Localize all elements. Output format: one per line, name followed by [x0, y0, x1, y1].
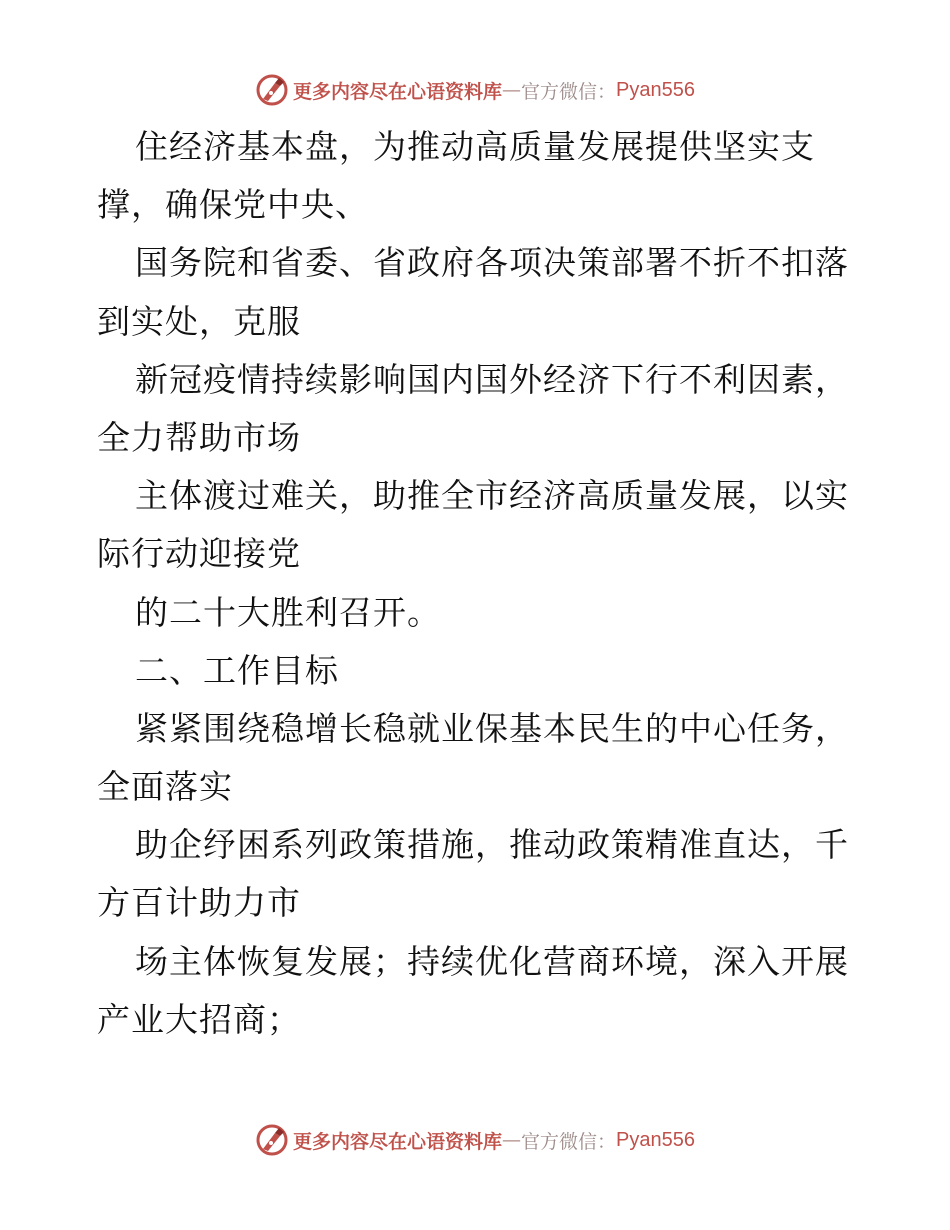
- body-line: 新冠疫情持续影响国内国外经济下行不利因素，: [135, 359, 849, 399]
- body-line: 紧紧围绕稳增长稳就业保基本民生的中心任务，: [135, 708, 849, 748]
- body-line: 助企纾困系列政策措施，推动政策精准直达，千: [135, 825, 849, 865]
- section-heading: 二、工作目标: [135, 650, 339, 690]
- footer-separator: —: [502, 1129, 522, 1151]
- header-site-text: 更多内容尽在心语资料库: [293, 80, 503, 103]
- footer-wechat-id: Pyan556: [616, 1128, 695, 1151]
- footer-wechat-label: 官方微信：: [521, 1130, 617, 1153]
- pen-nib-logo-icon: [255, 73, 289, 107]
- header-wechat-id: Pyan556: [616, 78, 695, 101]
- body-line: 方百计助力市: [97, 883, 301, 923]
- pen-nib-logo-icon: [255, 1123, 289, 1157]
- body-line: 场主体恢复发展；持续优化营商环境，深入开展: [135, 941, 849, 981]
- body-line: 际行动迎接党: [97, 534, 301, 574]
- footer-banner: [0, 1120, 950, 1160]
- body-line: 撑，确保党中央、: [97, 185, 369, 225]
- header-banner: [0, 70, 950, 110]
- body-line: 主体渡过难关，助推全市经济高质量发展，以实: [135, 476, 849, 516]
- footer-site-text: 更多内容尽在心语资料库: [293, 1130, 503, 1153]
- body-line: 住经济基本盘，为推动高质量发展提供坚实支: [135, 127, 815, 166]
- header-wechat-label: 官方微信：: [521, 80, 617, 103]
- body-line: 的二十大胜利召开。: [135, 592, 441, 632]
- body-line: 全力帮助市场: [97, 417, 301, 457]
- body-line: 到实处，克服: [97, 301, 301, 341]
- body-line: 全面落实: [97, 767, 233, 807]
- header-separator: —: [502, 79, 522, 101]
- body-line: 国务院和省委、省政府各项决策部署不折不扣落: [135, 243, 849, 283]
- body-line: 产业大招商；: [97, 999, 301, 1039]
- document-body: [97, 118, 857, 1049]
